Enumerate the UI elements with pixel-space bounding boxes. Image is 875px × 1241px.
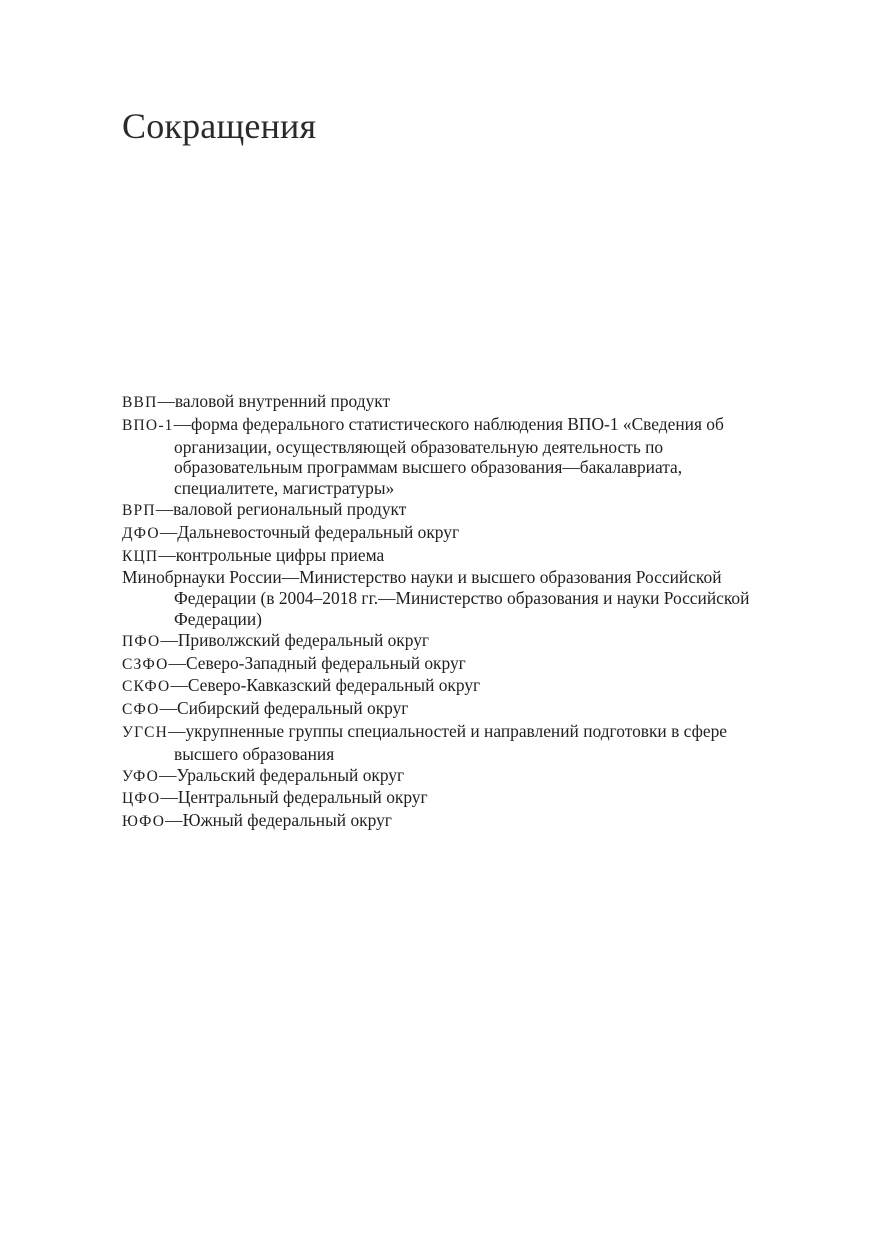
abbreviation-definition: Сибирский федеральный округ [176,698,409,719]
abbreviation-definition: Уральский федеральный округ [176,764,405,785]
abbreviation-term: ПФО [122,632,161,650]
separator-dash: — [159,521,178,542]
abbreviation-item [122,391,762,414]
abbreviation-definition: Южный федеральный округ [182,810,392,831]
abbreviation-item [122,653,762,676]
separator-dash: — [160,629,178,650]
separator-dash: — [155,498,174,519]
abbreviation-item [122,414,762,499]
abbreviation-item [122,698,762,721]
abbreviation-item [122,765,762,788]
abbreviation-term: Минобрнауки России [122,567,282,588]
abbreviation-item [122,522,762,545]
abbreviation-term: СЗФО [122,655,169,673]
separator-dash: — [159,764,177,785]
abbreviation-term: ДФО [122,524,160,542]
separator-dash: — [158,544,176,565]
separator-dash: — [173,413,192,434]
abbreviation-item [122,810,762,833]
abbreviation-item [122,545,762,568]
separator-dash: — [170,675,188,696]
separator-dash: — [160,787,178,808]
abbreviation-definition: Центральный федеральный округ [177,787,428,808]
abbreviation-definition: контрольные цифры приема [175,544,385,565]
separator-dash: — [159,698,177,719]
abbreviation-term: ВРП [122,501,156,519]
abbreviation-definition: Министерство науки и высшего образования Российской Федерации (в 2004–2018 гг.—Министерство образования и науки Российской Федерации) [174,567,750,629]
abbreviation-term: СКФО [122,678,171,696]
separator-dash: — [168,652,186,673]
separator-dash: — [165,810,183,831]
abbreviation-term: КЦП [122,547,159,565]
abbreviation-definition: укрупненные группы специальностей и направлений подготовки в сфере высшего образования [174,720,727,764]
abbreviation-item [122,499,762,522]
abbreviation-term: УФО [122,767,160,785]
abbreviation-item [122,630,762,653]
abbreviation-definition: валовой региональный продукт [173,498,407,519]
abbreviation-term: СФО [122,701,160,719]
abbreviation-term: ВПО-1 [122,416,174,434]
separator-dash: — [281,567,300,588]
abbreviation-term: ВВП [122,394,158,411]
abbreviation-term: УГСН [122,723,169,741]
page-title: Сокращения [122,106,317,146]
abbreviation-item [122,675,762,698]
abbreviation-item [122,721,762,765]
abbreviation-list [122,391,762,833]
abbreviation-item [122,787,762,810]
abbreviation-term: ЮФО [122,813,166,831]
abbreviation-item [122,567,762,629]
abbreviation-definition: валовой внутренний продукт [174,391,391,411]
abbreviation-definition: Приволжский федеральный округ [177,629,430,650]
abbreviation-definition: форма федерального статистического наблюдения ВПО-1 «Сведения об организации, осуществляющей образовательную деятельность по образовательным программам высшего образования—бакалавриата, специалитете, магистратуры» [174,413,724,499]
abbreviation-definition: Дальневосточный федеральный округ [177,521,460,542]
abbreviation-definition: Северо-Кавказский федеральный округ [187,675,481,696]
abbreviation-term: ЦФО [122,790,161,808]
separator-dash: — [168,720,186,741]
separator-dash: — [157,391,175,411]
abbreviation-definition: Северо-Западный федеральный округ [185,652,466,673]
